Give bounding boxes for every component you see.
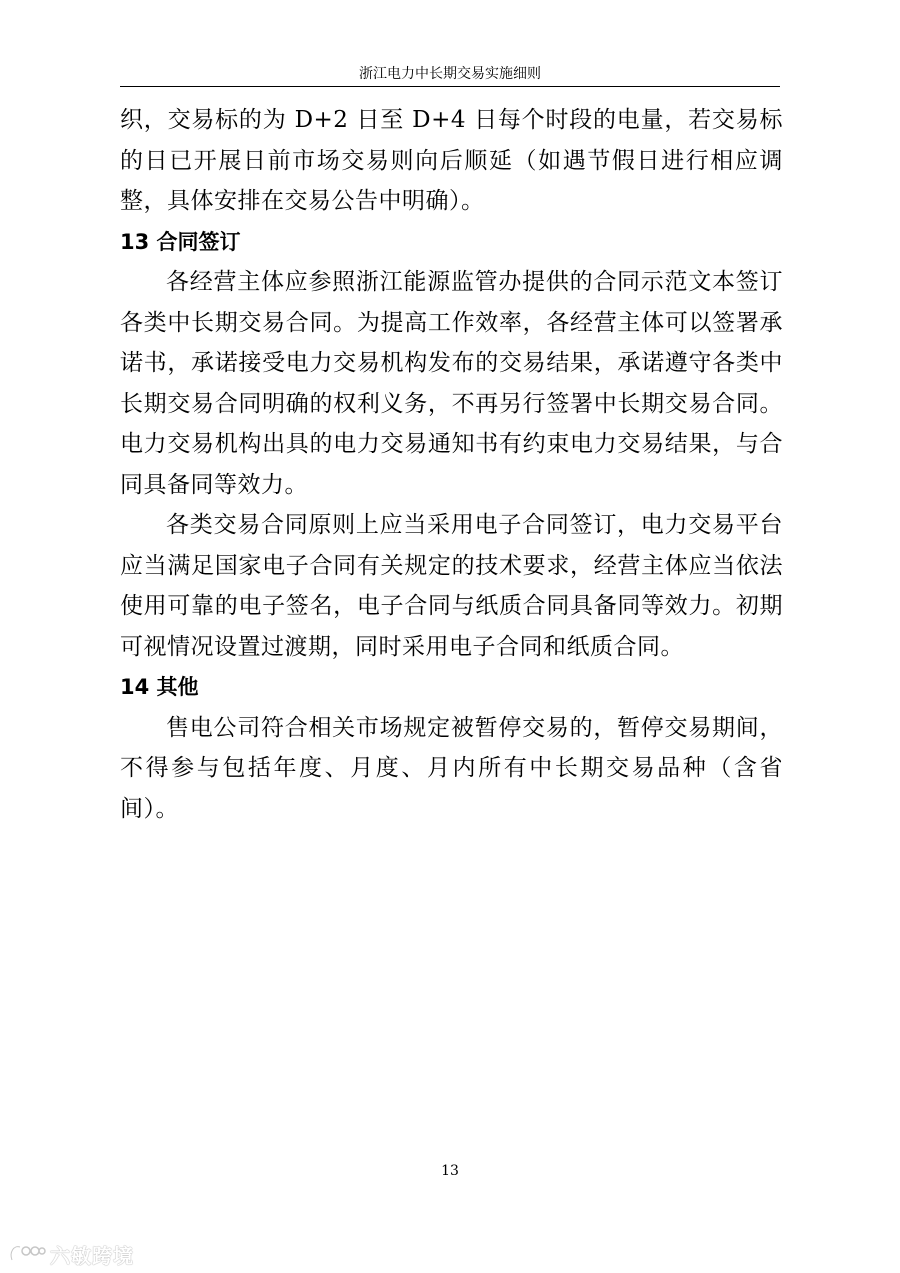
section-13-heading: 13 合同签订 — [120, 229, 241, 254]
page-number: 13 — [441, 1163, 459, 1179]
section-13-paragraph-1: 各经营主体应参照浙江能源监管办提供的合同示范文本签订各类中长期交易合同。为提高工作效率，各经营主体可以签署承诺书，承诺接受电力交易机构发布的交易结果，承诺遵守各类中长期交易合同明确的权利义务，不再另行签署中长期交易合同。电力交易机构出具的电力交易通知书有约束电力交易结果，与合同具备同等效力。 — [120, 269, 783, 498]
document-body — [120, 100, 783, 829]
header-rule — [120, 86, 780, 87]
section-14-paragraph-1: 售电公司符合相关市场规定被暂停交易的，暂停交易期间，不得参与包括年度、月度、月内所有中长期交易品种（含省间）。 — [120, 714, 783, 822]
running-header: 浙江电力中长期交易实施细则 — [359, 66, 541, 82]
section-13-paragraph-2: 各类交易合同原则上应当采用电子合同签订，电力交易平台应当满足国家电子合同有关规定的技术要求，经营主体应当依法使用可靠的电子签名，电子合同与纸质合同具备同等效力。初期可视情况设置过渡期，同时采用电子合同和纸质合同。 — [120, 512, 783, 660]
brand-logo-icon — [8, 1242, 46, 1266]
watermark-text: 六敏跨境 — [50, 1243, 134, 1268]
paragraph-continued: 织，交易标的为 D+2 日至 D+4 日每个时段的电量，若交易标的日已开展日前市场交易则向后顺延（如遇节假日进行相应调整，具体安排在交易公告中明确）。 — [120, 107, 783, 214]
watermark — [8, 1240, 134, 1268]
section-14-heading: 14 其他 — [120, 675, 199, 699]
